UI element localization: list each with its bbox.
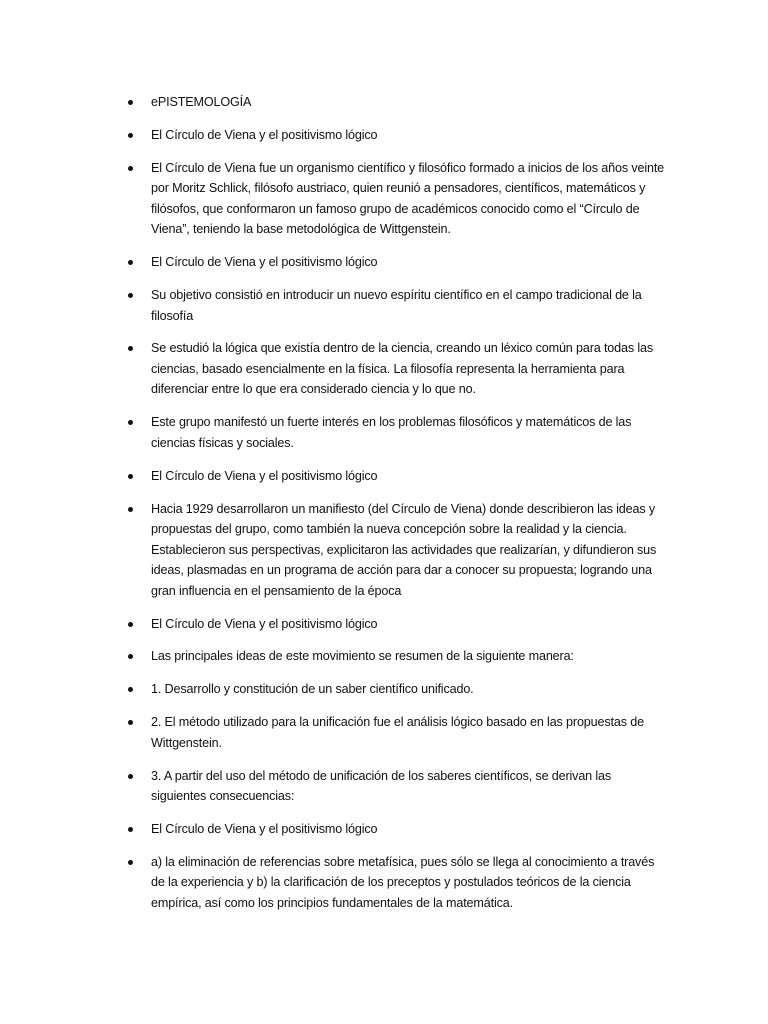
list-item-text: El Círculo de Viena y el positivismo lógico bbox=[151, 821, 378, 836]
list-item bbox=[128, 646, 668, 667]
bullet-icon bbox=[128, 260, 133, 265]
bullet-icon bbox=[128, 507, 133, 512]
list-item bbox=[128, 158, 668, 240]
bullet-icon bbox=[128, 827, 133, 832]
bullet-icon bbox=[128, 860, 133, 865]
list-item-text: ePISTEMOLOGÍA bbox=[151, 95, 252, 109]
list-item bbox=[128, 285, 668, 326]
list-item-text: El Círculo de Viena y el positivismo lógico bbox=[151, 127, 378, 142]
list-item-text: Este grupo manifestó un fuerte interés en los problemas filosóficos y matemáticos de las ciencias físicas y sociales. bbox=[151, 415, 632, 450]
list-item-text: El Círculo de Viena y el positivismo lógico bbox=[151, 255, 378, 270]
list-item bbox=[128, 412, 668, 453]
bullet-icon bbox=[128, 654, 133, 659]
list-item bbox=[128, 125, 668, 146]
list-item-text: a) la eliminación de referencias sobre metafísica, pues sólo se llega al conocimiento a través de la experiencia y b) la clarificación de los preceptos y postulados teóricos de la ciencia empírica, así como los principios fundamentales de la matemática. bbox=[151, 854, 655, 910]
list-item bbox=[128, 819, 668, 840]
bullet-icon bbox=[128, 166, 133, 171]
bullet-icon bbox=[128, 474, 133, 479]
list-item bbox=[128, 499, 668, 602]
list-item-text: 1. Desarrollo y constitución de un saber científico unificado. bbox=[151, 682, 474, 697]
bullet-icon bbox=[128, 420, 133, 425]
bullet-icon bbox=[128, 133, 133, 138]
list-item-text: Hacia 1929 desarrollaron un manifiesto (del Círculo de Viena) donde describieron las ideas y propuestas del grupo, como también la nueva concepción sobre la realidad y la ciencia. Establecieron sus perspectivas, explicitaron las actividades que realizarían, y difundieron sus ideas, plasmadas en un programa de acción para dar a conocer su propuesta; logrando una gran influencia en el pensamiento de la época bbox=[151, 501, 657, 598]
list-item bbox=[128, 712, 668, 753]
list-item-text: El Círculo de Viena fue un organismo científico y filosófico formado a inicios de los años veinte por Moritz Schlick, filósofo austriaco, quien reunió a pensadores, científicos, matemáticos y filósofos, que conformaron un famoso grupo de académicos conocido como el “Círculo de Viena”, teniendo la base metodológica de Wittgenstein. bbox=[151, 160, 665, 237]
list-item-text: Las principales ideas de este movimiento se resumen de la siguiente manera: bbox=[151, 649, 574, 664]
list-item bbox=[128, 766, 668, 807]
list-item bbox=[128, 338, 668, 400]
list-item-text: El Círculo de Viena y el positivismo lógico bbox=[151, 468, 378, 483]
list-item bbox=[128, 252, 668, 273]
list-item-text: El Círculo de Viena y el positivismo lógico bbox=[151, 616, 378, 631]
list-item-text: 3. A partir del uso del método de unificación de los saberes científicos, se derivan las siguientes consecuencias: bbox=[151, 768, 612, 804]
bullet-list bbox=[128, 92, 668, 926]
list-item-text: Se estudió la lógica que existía dentro de la ciencia, creando un léxico común para todas las ciencias, basado esencialmente en la física. La filosofía representa la herramienta para diferenciar entre lo que era considerado ciencia y lo que no. bbox=[151, 341, 654, 397]
list-item bbox=[128, 679, 668, 700]
list-item-text: 2. El método utilizado para la unificación fue el análisis lógico basado en las propuestas de Wittgenstein. bbox=[151, 715, 644, 750]
list-item bbox=[128, 466, 668, 487]
list-item bbox=[128, 92, 668, 113]
bullet-icon bbox=[128, 100, 133, 105]
bullet-icon bbox=[128, 687, 133, 692]
bullet-icon bbox=[128, 293, 133, 298]
bullet-icon bbox=[128, 720, 133, 725]
bullet-icon bbox=[128, 622, 133, 627]
list-item bbox=[128, 614, 668, 635]
bullet-icon bbox=[128, 774, 133, 779]
list-item bbox=[128, 852, 668, 914]
bullet-icon bbox=[128, 346, 133, 351]
list-item-text: Su objetivo consistió en introducir un nuevo espíritu científico en el campo tradicional de la filosofía bbox=[151, 288, 642, 323]
